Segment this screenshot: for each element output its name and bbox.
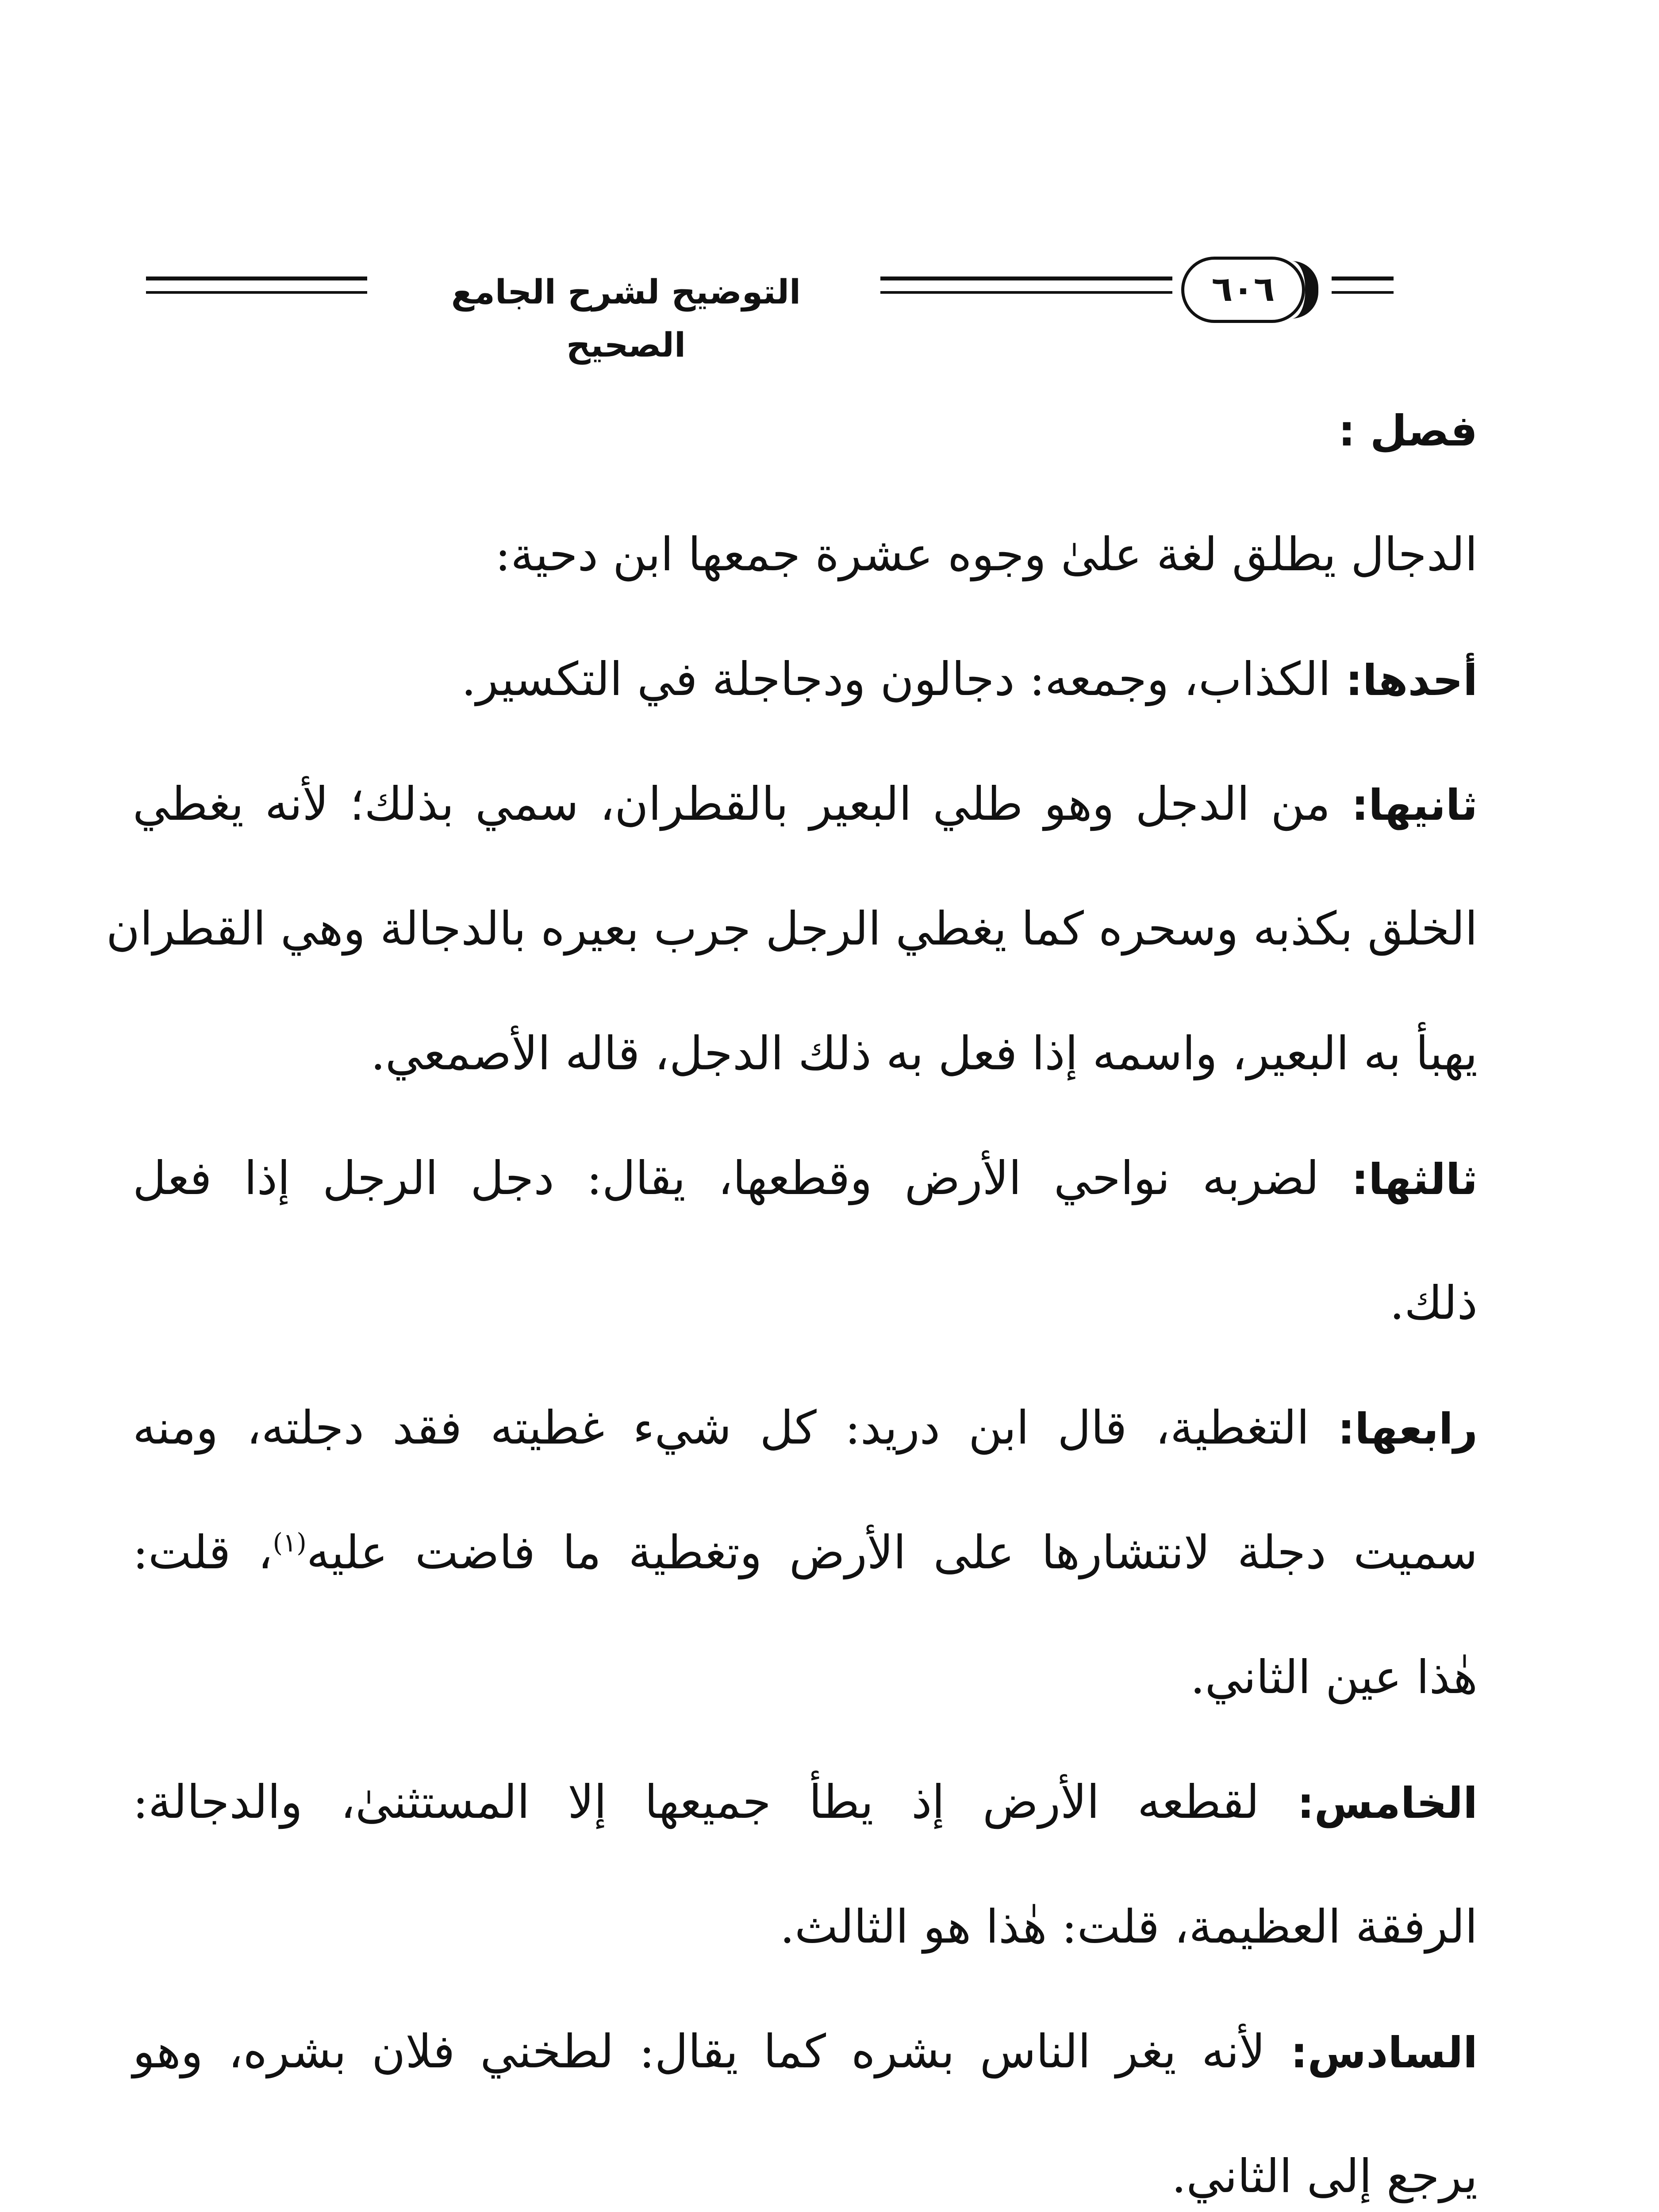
section-heading-text: فصل : xyxy=(1338,406,1478,456)
item-keyword: أحدها: xyxy=(1345,656,1478,705)
header-rule-middle-bottom xyxy=(880,291,1172,294)
text-line xyxy=(133,991,1478,1116)
item-keyword: السادس: xyxy=(1290,2028,1478,2078)
text-line xyxy=(133,1490,1478,1615)
section-heading xyxy=(133,367,1478,492)
line-text: ، قلت: xyxy=(133,1525,273,1579)
item-keyword: رابعها: xyxy=(1337,1404,1478,1454)
page-number: ٦٠٦ xyxy=(1181,257,1305,323)
text-line xyxy=(133,617,1478,741)
text-line xyxy=(133,1615,1478,1740)
line-text: هٰذا عين الثاني. xyxy=(1190,1650,1478,1704)
line-text: الخلق بكذبه وسحره كما يغطي الرجل جرب بعيره بالدجالة وهي القطران xyxy=(106,902,1478,956)
line-text: سميت دجلة لانتشارها على الأرض وتغطية ما فاضت عليه xyxy=(306,1525,1478,1579)
line-text: لأنه يغر الناس بشره كما يقال: لطخني فلان بشره، وهو xyxy=(133,2024,1291,2078)
line-text: يرجع إلى الثاني. xyxy=(1171,2149,1478,2203)
line-text: الكذاب، وجمعه: دجالون ودجاجلة في التكسير. xyxy=(461,652,1346,706)
footnote-reference[interactable]: (١) xyxy=(273,1528,307,1558)
page-header xyxy=(146,234,1473,365)
line-text: لضربه نواحي الأرض وقطعها، يقال: دجل الرجل إذا فعل xyxy=(133,1151,1352,1205)
text-line xyxy=(106,866,1478,991)
header-rule-right-top xyxy=(1332,276,1394,280)
text-line xyxy=(133,1864,1478,1989)
header-rule-left-top xyxy=(146,276,367,280)
line-text: يهبأ به البعير، واسمه إذا فعل به ذلك الدجل، قاله الأصمعي. xyxy=(370,1026,1478,1080)
text-line xyxy=(133,741,1478,866)
line-text: الرفقة العظيمة، قلت: هٰذا هو الثالث. xyxy=(780,1900,1478,1954)
text-line xyxy=(133,2114,1478,2212)
text-line xyxy=(133,1240,1478,1365)
text-line xyxy=(133,1989,1478,2114)
item-keyword: ثانيها: xyxy=(1351,780,1478,830)
text-line xyxy=(133,492,1478,617)
running-title: التوضيح لشرح الجامع الصحيح xyxy=(451,272,801,365)
text-line xyxy=(133,1116,1478,1240)
text-line xyxy=(133,1365,1478,1490)
header-rule-right-bottom xyxy=(1332,291,1394,294)
header-rule-left-bottom xyxy=(146,291,367,294)
line-text: ذلك. xyxy=(1390,1276,1478,1330)
main-text xyxy=(106,367,1478,2212)
line-text: لقطعه الأرض إذ يطأ جميعها إلا المستثنىٰ، والدجالة: xyxy=(133,1775,1298,1829)
text-line xyxy=(133,1740,1478,1864)
item-keyword: الخامس: xyxy=(1297,1778,1478,1828)
line-text: التغطية، قال ابن دريد: كل شيء غطيته فقد دجلته، ومنه xyxy=(133,1401,1338,1455)
header-rule-middle-top xyxy=(880,276,1172,280)
line-text: الدجال يطلق لغة علىٰ وجوه عشرة جمعها ابن دحية: xyxy=(495,527,1478,581)
item-keyword: ثالثها: xyxy=(1351,1155,1478,1204)
line-text: من الدجل وهو طلي البعير بالقطران، سمي بذلك؛ لأنه يغطي xyxy=(133,777,1352,831)
